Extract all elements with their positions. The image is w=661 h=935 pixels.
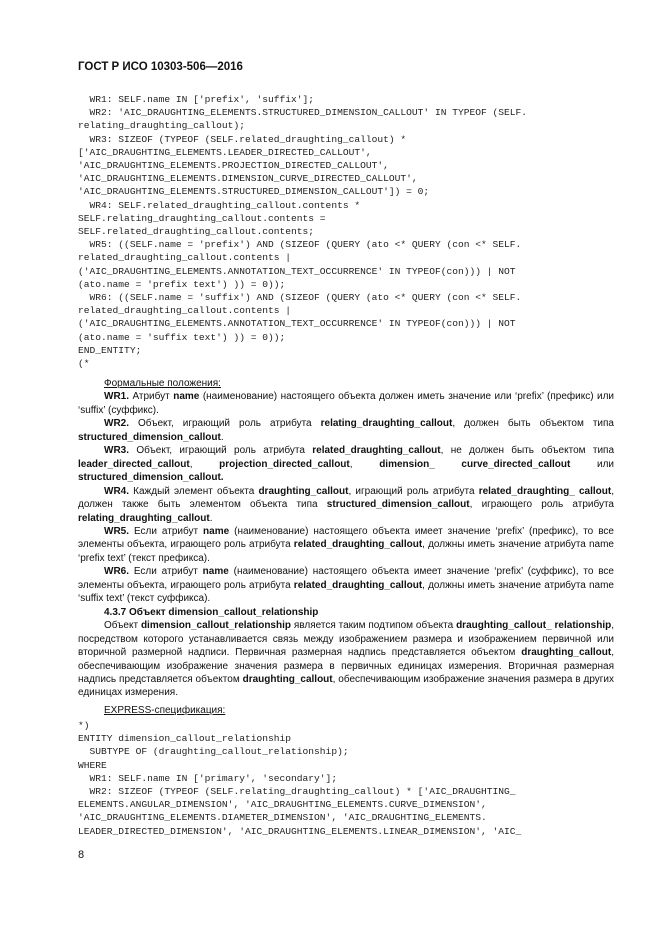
page-header: ГОСТ Р ИСО 10303-506—2016 bbox=[78, 61, 243, 73]
wr5-paragraph: WR5. Если атрибут name (наименование) настоящего объекта имеет значение ‘prefix’ (префикс), то все элементы объекта, играющего роль атрибута related_draughting_callout, должны иметь значение атрибута name ‘prefix text’ (текст префикса). bbox=[78, 525, 614, 564]
page-number: 8 bbox=[78, 849, 85, 861]
wr4-paragraph: WR4. Каждый элемент объекта draughting_callout, играющий роль атрибута related_draughting_ callout, должен также быть элементом объекта типа structured_dimension_callout, играющего роль атрибута relating_draughting_callout. bbox=[78, 485, 615, 524]
express-heading: EXPRESS-спецификация: bbox=[104, 705, 226, 716]
express-code-block-2: *) ENTITY dimension_callout_relationship SUBTYPE OF (draughting_callout_relationship); WHERE WR1: SELF.name IN ['primary', 'secondary']; WR2: SIZEOF (TYPEOF (SELF.relating_draughting_callout) * ['AIC_DRAUGHTING_ ELEMENTS.ANGULAR_DIMENSION', 'AIC_DRAUGHTING_ELEMENTS.CURVE_DIMENSION', 'AIC_DRAUGHTING_ELEMENTS.DIAMETER_DIMENSION', 'AIC_DRAUGHTING_ELEMENTS. LEADER_DIRECTED_DIMENSION', 'AIC_DRAUGHTING_ELEMENTS.LINEAR_DIMENSION', 'AIC_ bbox=[78, 720, 522, 837]
section-description: Объект dimension_callout_relationship является таким подтипом объекта draughting_callout_ relationship, посредством которого устанавливается связь между изображением размера и изображением первичной или вторичной размерной надписи. Первичная размерная надпись представляется объектом draughting_callout, обеспечивающим изображение значения размера в первичных единицах измерения. Вторичная размерная надпись представляется объектом draughting_callout, обеспечивающим изображение значения размера в других единицах измерения. bbox=[78, 620, 614, 699]
express-code-block-1: WR1: SELF.name IN ['prefix', 'suffix']; WR2: 'AIC_DRAUGHTING_ELEMENTS.STRUCTURED_DIMENSION_CALLOUT' IN TYPEOF (SELF. relating_draughting_callout); WR3: SIZEOF (TYPEOF (SELF.related_draughting_callout) * ['AIC_DRAUGHTING_ELEMENTS.LEADER_DIRECTED_CALLOUT', 'AIC_DRAUGHTING_ELEMENTS.PROJECTION_DIRECTED_CALLOUT', 'AIC_DRAUGHTING_ELEMENTS.DIMENSION_CURVE_DIRECTED_CALLOUT', 'AIC_DRAUGHTING_ELEMENTS.STRUCTURED_DIMENSION_CALLOUT']) = 0; WR4: SELF.related_draughting_callout.contents * SELF.relating_draughting_callout.contents = SELF.related_draughting_callout.contents; WR5: ((SELF.name = 'prefix') AND (SIZEOF (QUERY (ato <* QUERY (con <* SELF. related_draughting_callout.contents | ('AIC_DRAUGHTING_ELEMENTS.ANNOTATION_TEXT_OCCURRENCE' IN TYPEOF(con))) | NOT (ato.name = 'prefix text') )) = 0)); WR6: ((SELF.name = 'suffix') AND (SIZEOF (QUERY (ato <* QUERY (con <* SELF. related_draughting_callout.contents | ('AIC_DRAUGHTING_ELEMENTS.ANNOTATION_TEXT_OCCURRENCE' IN TYPEOF(con))) | NOT (ato.name = 'suffix text') )) = 0)); END_ENTITY; (* bbox=[78, 94, 528, 370]
section-heading: 4.3.7 Объект dimension_callout_relationship bbox=[104, 606, 319, 618]
express-heading-block bbox=[78, 704, 614, 717]
wr3-paragraph: WR3. Объект, играющий роль атрибута related_draughting_callout, не должен быть объектом типа leader_directed_callout, projection_directed_callout, dimension_ curve_directed_callout или structured_dimension_callout. bbox=[78, 445, 615, 484]
wr6-paragraph: WR6. Если атрибут name (наименование) настоящего объекта имеет значение ‘prefix’ (суффикс), то все элементы объекта, играющего роль атрибута related_draughting_callout, должны иметь значение атрибута name ‘suffix text’ (текст суффикса). bbox=[78, 566, 614, 605]
formal-heading: Формальные положения: bbox=[104, 378, 221, 389]
wr2-paragraph: WR2. Объект, играющий роль атрибута relating_draughting_callout, должен быть объектом типа structured_dimension_callout. bbox=[78, 418, 614, 443]
formal-propositions bbox=[78, 377, 614, 700]
wr1-paragraph: WR1. Атрибут name (наименование) настоящего объекта должен иметь значение или ‘prefix’ (префикс) или ‘suffix’ (суффикс). bbox=[78, 391, 614, 416]
